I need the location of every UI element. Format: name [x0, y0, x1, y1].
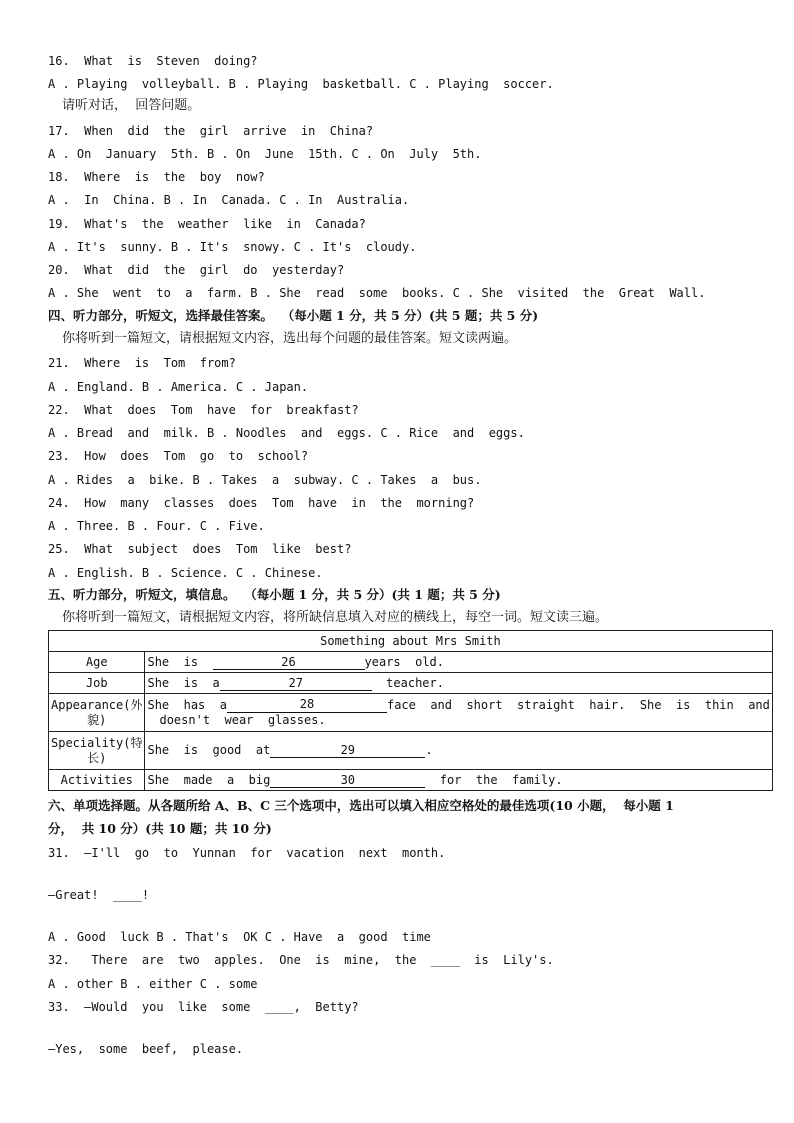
q21-options: A . England. B . America. C . Japan. [48, 380, 309, 394]
row-text: She is good at [147, 743, 271, 757]
row-text: She is a [147, 675, 220, 690]
q18-options: A . In China. B . In Canada. C . In Australia. [48, 193, 410, 207]
row-content-job [145, 673, 772, 694]
section6-heading-line1: 六、单项选择题。从各题所给 A、B、C 三个选项中，选出可以填入相应空格处的最佳选项(10 小题， 每小题 1 [48, 798, 674, 813]
row-text: She has a [147, 697, 227, 712]
section5-instruction: 你将听到一篇短文，请根据短文内容，将所缺信息填入对应的横线上，每空一词。短文读三遍。 [62, 610, 609, 625]
q33-reply: —Yes, some beef, please. [48, 1042, 244, 1056]
q33: 33. —Would you like some ____, Betty? [48, 1000, 359, 1014]
row-content-speciality [145, 732, 772, 770]
q16: 16. What is Steven doing? [48, 54, 258, 68]
info-table [48, 630, 773, 791]
row-text: years old. [364, 654, 444, 669]
blank-30[interactable]: 30 [270, 774, 425, 788]
q31-options: A . Good luck B . That's OK C . Have a good time [48, 930, 431, 944]
q31: 31. —I'll go to Yunnan for vacation next month. [48, 846, 446, 860]
q22-options: A . Bread and milk. B . Noodles and eggs. C . Rice and eggs. [48, 426, 525, 440]
row-label-appearance: Appearance(外貌) [49, 694, 145, 732]
row-text-line2: doesn't wear glasses. [159, 712, 326, 727]
q19: 19. What's the weather like in Canada? [48, 217, 366, 231]
row-text: face and short straight hair. She is thin and [386, 697, 770, 712]
row-label-activities: Activities [49, 770, 145, 791]
q25-options: A . English. B . Science. C . Chinese. [48, 566, 323, 580]
row-content-appearance [145, 694, 772, 732]
row-label-age: Age [49, 652, 145, 673]
q23: 23. How does Tom go to school? [48, 449, 309, 463]
q32-options: A . other B . either C . some [48, 977, 258, 991]
blank-27[interactable]: 27 [220, 677, 372, 691]
row-text: She made a big [147, 772, 271, 787]
q32: 32. There are two apples. One is mine, the ____ is Lily's. [48, 953, 554, 967]
q24: 24. How many classes does Tom have in the morning? [48, 496, 475, 510]
q17: 17. When did the girl arrive in China? [48, 124, 374, 138]
q17-options: A . On January 5th. B . On June 15th. C . On July 5th. [48, 147, 482, 161]
row-text: teacher. [371, 675, 444, 690]
row-content-age [145, 652, 772, 673]
q19-options: A . It's sunny. B . It's snowy. C . It's cloudy. [48, 240, 417, 254]
q25: 25. What subject does Tom like best? [48, 542, 352, 556]
row-content-activities [145, 770, 772, 791]
q22: 22. What does Tom have for breakfast? [48, 403, 359, 417]
row-text: for the family. [425, 772, 563, 787]
blank-26[interactable]: 26 [213, 656, 365, 670]
q16-options: A . Playing volleyball. B . Playing basketball. C . Playing soccer. [48, 77, 554, 91]
q21: 21. Where is Tom from? [48, 356, 236, 370]
row-text: . [425, 743, 433, 757]
section6-heading-line2: 分， 共 10 分）(共 10 题；共 10 分) [48, 821, 272, 836]
row-label-job: Job [49, 673, 145, 694]
dialog-instruction: 请听对话， 回答问题。 [62, 98, 201, 113]
blank-29[interactable]: 29 [270, 744, 425, 758]
q18: 18. Where is the boy now? [48, 170, 265, 184]
q24-options: A . Three. B . Four. C . Five. [48, 519, 265, 533]
section4-heading: 四、听力部分，听短文，选择最佳答案。 （每小题 1 分，共 5 分）(共 5 题；共 5 分) [48, 308, 539, 323]
blank-28[interactable]: 28 [227, 698, 387, 713]
q31-reply: —Great! ____! [48, 888, 150, 902]
q23-options: A . Rides a bike. B . Takes a subway. C . Takes a bus. [48, 473, 482, 487]
row-label-speciality: Speciality(特长) [49, 732, 145, 770]
table-title: Something about Mrs Smith [49, 631, 773, 652]
row-text: She is [147, 654, 213, 669]
q20: 20. What did the girl do yesterday? [48, 263, 345, 277]
section4-instruction: 你将听到一篇短文，请根据短文内容，选出每个问题的最佳答案。短文读两遍。 [62, 331, 518, 346]
q20-options: A . She went to a farm. B . She read some books. C . She visited the Great Wall. [48, 286, 706, 300]
section5-heading: 五、听力部分，听短文，填信息。 （每小题 1 分，共 5 分）(共 1 题；共 5 分) [48, 587, 501, 602]
